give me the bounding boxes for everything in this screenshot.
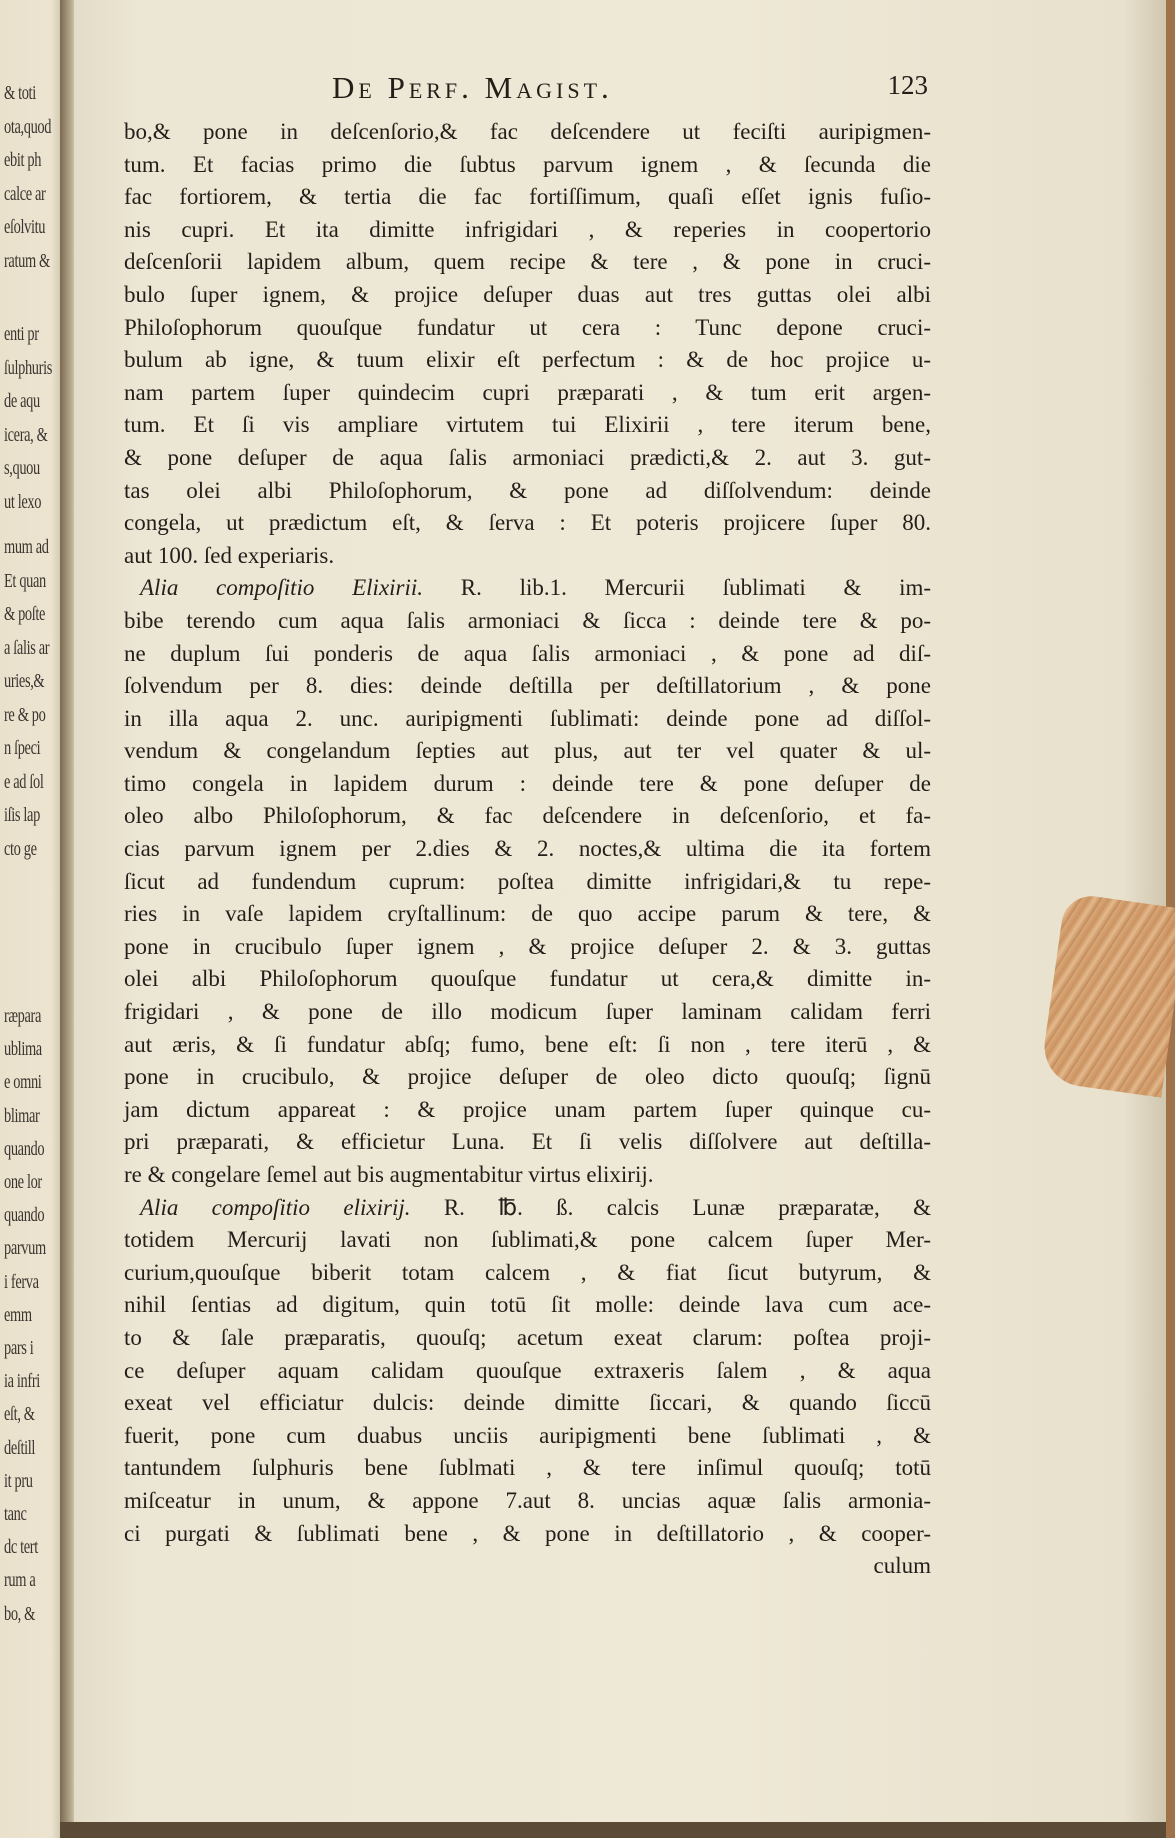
facing-page-fragment: icera, & xyxy=(4,423,48,446)
text-line: fuerit, pone cum duabus unciis auripigmenti bene ſublimati , & xyxy=(124,1422,931,1448)
text-line: vendum & congelandum ſepties aut plus, aut ter vel quater & ul- xyxy=(124,738,931,764)
facing-page-fragment: one lor xyxy=(4,1171,42,1193)
facing-page-fragment: cto ge xyxy=(4,837,37,860)
text-line: ce deſuper aquam calidam quouſque extraxeris ſalem , & aqua xyxy=(124,1357,931,1383)
facing-page-fragment: re & po xyxy=(4,703,46,726)
facing-page-fragment: iſis lap xyxy=(4,804,40,826)
section-3-first-line: R. ℔. ß. calcis Lunæ præparatæ, & xyxy=(443,1194,931,1220)
facing-page-fragment: rum a xyxy=(4,1569,36,1592)
text-line: tum. Et ſi vis ampliare virtutem tui Elixirii , tere iterum bene, xyxy=(124,412,931,438)
facing-page-fragment: ut lexo xyxy=(4,490,42,513)
text-line: in illa aqua 2. unc. auripigmenti ſublimati: deinde pone ad diſſol- xyxy=(124,705,931,731)
text-line: bibe terendo cum aqua ſalis armoniaci & ſicca : deinde tere & po- xyxy=(124,607,931,633)
facing-page-fragment: parvum xyxy=(4,1237,46,1260)
facing-page-fragment: quando xyxy=(4,1204,45,1227)
facing-page-fragment: tanc xyxy=(4,1503,27,1525)
text-line: cias parvum ignem per 2.dies & 2. noctes,& ultima die ita fortem xyxy=(124,836,931,862)
text-line: ries in vaſe lapidem cryſtallinum: de quo accipe parum & tere, & xyxy=(124,901,931,927)
text-line: olei albi Philoſophorum quouſque fundatur ut cera,& dimitte in- xyxy=(124,966,931,992)
facing-page-fragment: de aqu xyxy=(4,390,40,412)
text-line: tantundem ſulphuris bene ſublmati , & tere inſimul quouſq; totū xyxy=(124,1455,931,1481)
facing-page-fragment: uries,& xyxy=(4,670,45,692)
paragraph-1 xyxy=(124,116,931,572)
text-line: Philoſophorum quouſque fundatur ut cera : Tunc depone cruci- xyxy=(124,314,931,340)
facing-page-fragment: & poſte xyxy=(4,603,46,625)
facing-page-fragment: ia infri xyxy=(4,1370,40,1393)
text-line: ſolvendum per 8. dies: deinde deſtilla per deſtillatorium , & pone xyxy=(124,673,931,699)
page-number: 123 xyxy=(887,70,928,100)
facing-page-fragment: ratum & xyxy=(4,249,50,272)
catchword: culum xyxy=(873,1553,931,1579)
paragraph-2 xyxy=(124,605,931,1192)
section-2-heading-line xyxy=(140,572,931,605)
text-line: oleo albo Philoſophorum, & fac deſcendere in deſcenſorio, et fa- xyxy=(124,803,931,829)
facing-page-fragment: ebit ph xyxy=(4,149,42,171)
text-line: exeat vel efficiatur dulcis: deinde dimitte ſiccari, & quando ſiccū xyxy=(124,1390,931,1416)
facing-page-fragment: Et quan xyxy=(4,569,46,592)
text-line: fac fortiorem, & tertia die fac fortiſſimum, quaſi eſſet ignis fuſio- xyxy=(124,184,931,210)
facing-page-fragment: pars i xyxy=(4,1337,34,1359)
text-line: bulum ab igne, & tuum elixir eſt perfectum : & de hoc projice u- xyxy=(124,347,931,373)
text-line: congela, ut prædictum eſt, & ſerva : Et poteris projicere ſuper 80. xyxy=(124,510,931,536)
text-line: nam partem ſuper quindecim cupri præparati , & tum erit argen- xyxy=(124,379,931,405)
text-line: nis cupri. Et ita dimitte infrigidari , & reperies in coopertorio xyxy=(124,216,931,242)
facing-page-fragment: n ſpeci xyxy=(4,737,41,759)
section-3-rubric: Alia compoſitio elixirij. xyxy=(140,1194,411,1220)
text-line: curium,quouſque biberit totam calcem , & fiat ſicut butyrum, & xyxy=(124,1259,931,1285)
text-line: jam dictum appareat : & projice unam partem ſuper quinque cu- xyxy=(124,1096,931,1122)
section-2-first-line: R. lib.1. Mercurii ſublimati & im- xyxy=(460,575,932,601)
facing-page-fragment: ublima xyxy=(4,1038,42,1061)
text-line: ci purgati & ſublimati bene , & pone in deſtillatorio , & cooper- xyxy=(124,1520,931,1546)
section-3-heading-line xyxy=(140,1192,931,1225)
facing-page-fragment: enti pr xyxy=(4,323,39,345)
paragraph-3 xyxy=(124,1224,931,1550)
facing-page-fragment: & toti xyxy=(4,82,36,104)
facing-page-fragment: a ſalis ar xyxy=(4,636,50,659)
facing-page-fragment: dc tert xyxy=(4,1536,38,1559)
running-head: De Perf. Magist. xyxy=(332,70,613,105)
facing-page-fragment: bo, & xyxy=(4,1602,36,1625)
text-line: to & ſale præparatis, quouſq; acetum exeat clarum: poſtea proji- xyxy=(124,1324,931,1350)
facing-page-fragment: quando xyxy=(4,1137,45,1160)
text-line: pri præparati, & efficietur Luna. Et ſi velis diſſolvere aut deſtilla- xyxy=(124,1129,931,1155)
facing-page-fragment: e omni xyxy=(4,1071,42,1094)
text-line: nihil ſentias ad digitum, quin totū ſit molle: deinde lava cum ace- xyxy=(124,1292,931,1318)
facing-page-edge xyxy=(0,0,64,1838)
page-bottom-edge xyxy=(60,1822,1175,1838)
facing-page-fragment: ræpara xyxy=(4,1005,42,1027)
page-text-block xyxy=(124,116,931,1583)
facing-page-fragment: ſulphuris xyxy=(4,356,52,379)
text-line: re & congelare ſemel aut bis augmentabitur virtus elixirij. xyxy=(124,1162,654,1187)
text-line: pone in crucibulo ſuper ignem , & projice deſuper 2. & 3. guttas xyxy=(124,933,931,959)
facing-page-fragment: deſtill xyxy=(4,1436,36,1459)
facing-page-fragment: mum ad xyxy=(4,536,49,558)
text-line: bo,& pone in deſcenſorio,& fac deſcendere ut feciſti auripigmen- xyxy=(124,119,931,144)
facing-page-fragment: eſolvitu xyxy=(4,216,46,238)
facing-page-fragment: blimar xyxy=(4,1104,40,1127)
facing-page-fragment: it pru xyxy=(4,1469,33,1492)
text-line: miſceatur in unum, & appone 7.aut 8. uncias aquæ ſalis armonia- xyxy=(124,1487,931,1513)
text-line: tum. Et facias primo die ſubtus parvum ignem , & ſecunda die xyxy=(124,151,931,177)
text-line: totidem Mercurij lavati non ſublimati,& pone calcem ſuper Mer- xyxy=(124,1227,931,1253)
text-line: frigidari , & pone de illo modicum ſuper laminam calidam ferri xyxy=(124,999,931,1025)
text-line: timo congela in lapidem durum : deinde tere & pone deſuper de xyxy=(124,770,931,796)
text-line: deſcenſorii lapidem album, quem recipe & tere , & pone in cruci- xyxy=(124,249,931,275)
section-2-rubric: Alia compoſitio Elixirii. xyxy=(140,575,424,601)
text-line: aut 100. ſed experiaris. xyxy=(124,542,335,568)
text-line: pone in crucibulo, & projice deſuper de oleo dicto quouſq; ſignū xyxy=(124,1064,931,1090)
text-line: bulo ſuper ignem, & projice deſuper duas aut tres guttas olei albi xyxy=(124,281,931,307)
facing-page-fragment: eſt, & xyxy=(4,1403,35,1426)
facing-page-fragment: emm xyxy=(4,1303,32,1326)
facing-page-fragment: calce ar xyxy=(4,182,46,205)
text-line: ne duplum ſui ponderis de aqua ſalis armoniaci , & pone ad diſ- xyxy=(124,640,931,666)
text-line: tas olei albi Philoſophorum, & pone ad diſſolvendum: deinde xyxy=(124,477,931,503)
facing-page-fragment: i ferva xyxy=(4,1270,39,1293)
text-line: aut æris, & ſi fundatur abſq; fumo, bene eſt: ſi non , tere iterū , & xyxy=(124,1031,931,1057)
facing-page-fragment: s,quou xyxy=(4,457,40,479)
facing-page-fragment: e ad ſol xyxy=(4,770,44,793)
text-line: & pone deſuper de aqua ſalis armoniaci prædicti,& 2. aut 3. gut- xyxy=(124,444,931,470)
text-line: ſicut ad fundendum cuprum: poſtea dimitte infrigidari,& tu repe- xyxy=(124,868,931,894)
facing-page-fragment: ota,quod xyxy=(4,115,52,138)
